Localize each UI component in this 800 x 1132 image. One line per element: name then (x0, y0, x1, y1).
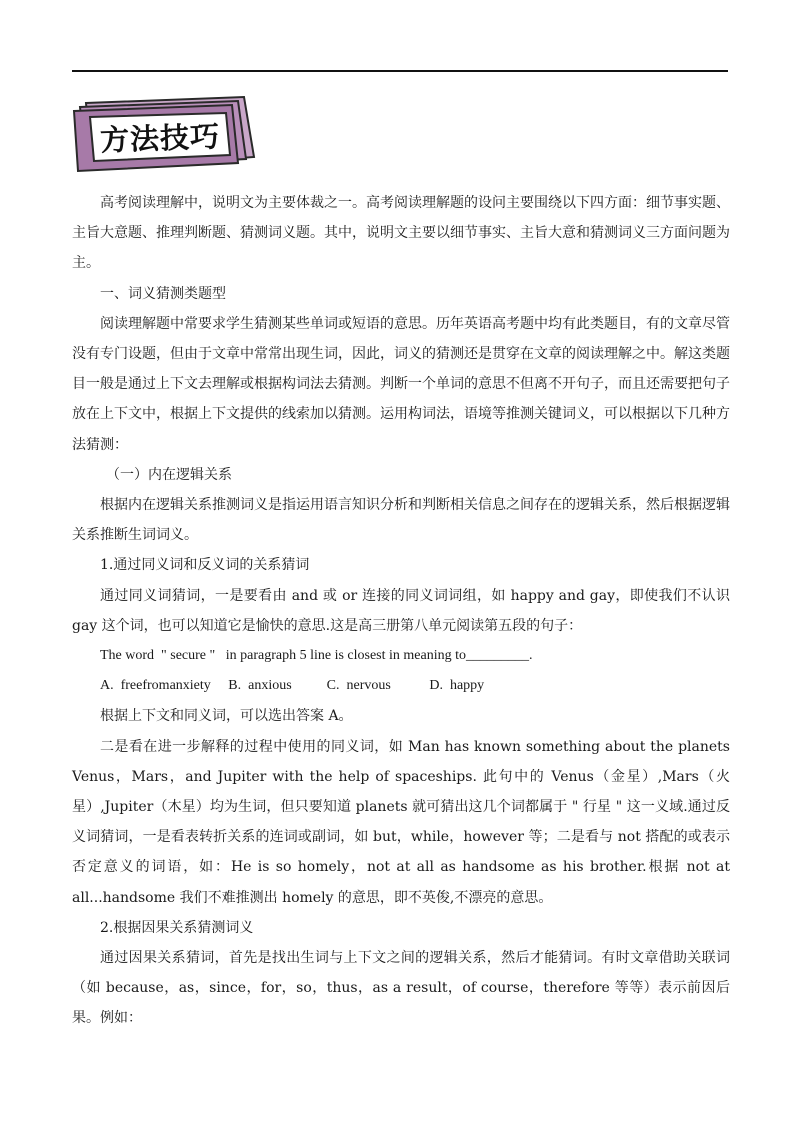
answer-note: 根据上下文和同义词，可以选出答案 A。 (100, 708, 353, 725)
point-body-cause-effect: 通过因果关系猜词，首先是找出生词与上下文之间的逻辑关系，然后才能猜词。有时文章借助关联词（如 because，as，since，for，so，thus，as a result，of course，therefore 等等）表示前因后果。例如： (72, 950, 730, 1027)
section-heading-word-guessing: 一、词义猜测类题型 (100, 285, 226, 302)
banner-title: 方法技巧 (99, 119, 221, 158)
document-body (72, 188, 730, 1034)
point-heading-cause-effect: 2.根据因果关系猜测词义 (100, 919, 254, 936)
section-banner (68, 93, 258, 175)
section-body-word-guessing: 阅读理解题中常要求学生猜测某些单词或短语的意思。历年英语高考题中均有此类题目，有的文章尽管没有专门设题，但由于文章中常常出现生词，因此，词义的猜测还是贯穿在文章的阅读理解之中。解这类题目一般是通过上下文去理解或根据构词法去猜测。判断一个单词的意思不但离不开句子，而且还需要把句子放在上下文中，根据上下文提供的线索加以猜测。运用构词法，语境等推测关键词义，可以根据以下几种方法猜测： (72, 315, 730, 453)
point-body-synonyms-2: 二是看在进一步解释的过程中使用的同义词，如 Man has known something about the planets Venus，Mars，and Jupiter with the help of spaceships. 此句中的 Venus（金星）,Mars（火星）,Jupiter（木星）均为生词，但只要知道 planets 就可猜出这几个词都属于 " 行星 " 这一义域.通过反义词猜词，一是看表转折关系的连词或副词，如 but，while，however 等；二是看与 not 搭配的或表示否定意义的词语，如：He is so homely，not at all as handsome as his brother.根据 not at all...handsome 我们不难推测出 homely 的意思，即不英俊,不漂亮的意思。 (72, 738, 730, 906)
point-body-synonyms: 通过同义词猜词，一是要看由 and 或 or 连接的同义词词组，如 happy and gay，即使我们不认识 gay 这个词，也可以知道它是愉快的意思.这是高三册第八单元阅读第五段的句子： (72, 587, 730, 634)
subsection-heading-logic: （一）内在逻辑关系 (106, 466, 232, 483)
intro-paragraph: 高考阅读理解中，说明文为主要体裁之一。高考阅读理解题的设问主要围绕以下四方面：细节事实题、主旨大意题、推理判断题、猜测词义题。其中，说明文主要以细节事实、主旨大意和猜测词义三方面问题为主。 (72, 195, 730, 272)
subsection-body-logic: 根据内在逻辑关系推测词义是指运用语言知识分析和判断相关信息之间存在的逻辑关系，然后根据逻辑关系推断生词词义。 (72, 497, 730, 544)
example-question: The word " secure " in paragraph 5 line is closest in meaning to_________. (100, 648, 533, 664)
point-heading-synonyms: 1.通过同义词和反义词的关系猜词 (100, 557, 310, 574)
header-rule (72, 70, 728, 72)
example-options: A. freefromanxiety B. anxious C. nervous D. happy (100, 678, 485, 694)
